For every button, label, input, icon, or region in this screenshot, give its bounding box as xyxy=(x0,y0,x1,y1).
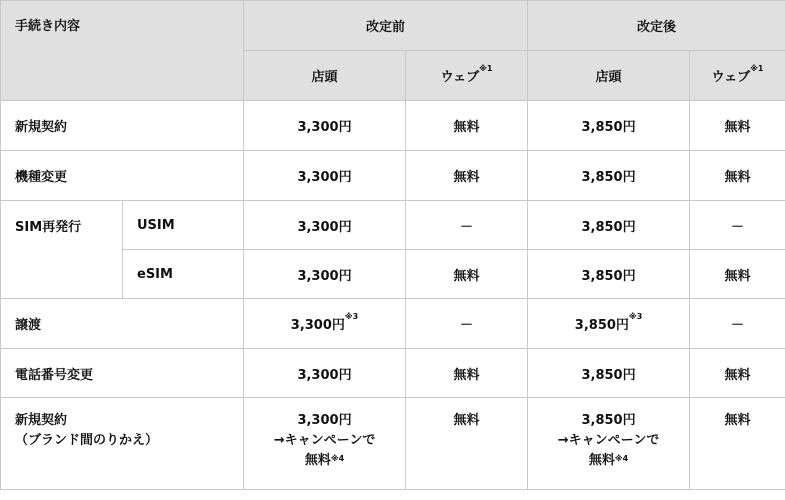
after-web-fee: － xyxy=(690,201,785,250)
row-sublabel: eSIM xyxy=(123,250,244,299)
web-label: ウェブ xyxy=(711,70,751,85)
fee-value: 3,300円 xyxy=(290,318,345,333)
table-row xyxy=(1,349,785,398)
table-row xyxy=(1,201,785,250)
before-web-fee: 無料 xyxy=(406,151,528,201)
footnote-marker: ※3 xyxy=(628,312,643,321)
after-web-fee: 無料 xyxy=(690,151,785,201)
free-label: 無料 xyxy=(588,453,615,468)
after-web-fee: 無料 xyxy=(690,250,785,299)
before-web-fee: － xyxy=(406,201,528,250)
footnote-marker: ※4 xyxy=(330,454,345,463)
row-sublabel: USIM xyxy=(123,201,244,250)
header-after-store: 店頭 xyxy=(528,51,690,101)
before-web-fee: 無料 xyxy=(406,349,528,398)
after-web-fee: － xyxy=(690,299,785,349)
after-web-fee: 無料 xyxy=(690,101,785,151)
footnote-marker: ※1 xyxy=(750,64,764,73)
header-before: 改定前 xyxy=(244,1,528,51)
before-web-fee: 無料 xyxy=(406,398,528,490)
row-label: 譲渡 xyxy=(1,299,244,349)
before-store-fee: 3,300円 xyxy=(244,250,406,299)
campaign-text: →キャンペーンで xyxy=(557,433,660,448)
header-before-store: 店頭 xyxy=(244,51,406,101)
footnote-marker: ※1 xyxy=(479,64,493,73)
campaign-text: →キャンペーンで xyxy=(273,433,376,448)
after-store-fee: 3,850円 xyxy=(528,349,690,398)
after-web-fee: 無料 xyxy=(690,398,785,490)
before-store-fee: 3,300円 xyxy=(244,349,406,398)
table-row xyxy=(1,151,785,201)
header-after: 改定後 xyxy=(528,1,785,51)
row-label: 機種変更 xyxy=(1,151,244,201)
fee-value: 3,850円 xyxy=(581,413,636,428)
before-store-fee: 3,300円 xyxy=(244,151,406,201)
before-store-fee xyxy=(244,398,406,490)
after-store-fee: 3,850円 xyxy=(528,101,690,151)
after-store-fee xyxy=(528,299,690,349)
row-label: SIM再発行 xyxy=(1,201,123,299)
before-web-fee: 無料 xyxy=(406,101,528,151)
header-procedure: 手続き内容 xyxy=(1,1,244,101)
web-label: ウェブ xyxy=(440,70,480,85)
row-label: 新規契約 xyxy=(1,101,244,151)
after-store-fee: 3,850円 xyxy=(528,250,690,299)
fee-value: 3,850円 xyxy=(574,318,629,333)
before-store-fee: 3,300円 xyxy=(244,201,406,250)
before-store-fee: 3,300円 xyxy=(244,101,406,151)
fee-value: 3,300円 xyxy=(297,413,352,428)
campaign-free xyxy=(528,451,689,471)
header-before-web xyxy=(406,51,528,101)
campaign-free xyxy=(244,451,405,471)
footnote-marker: ※3 xyxy=(344,312,359,321)
after-store-fee: 3,850円 xyxy=(528,151,690,201)
footnote-marker: ※4 xyxy=(614,454,629,463)
row-label-line-2: （ブランド間のりかえ） xyxy=(15,433,159,448)
after-store-fee xyxy=(528,398,690,490)
free-label: 無料 xyxy=(304,453,331,468)
header-after-web xyxy=(690,51,785,101)
table-row xyxy=(1,398,785,490)
table-row xyxy=(1,101,785,151)
header-row-1 xyxy=(1,1,785,51)
table-row xyxy=(1,299,785,349)
before-web-fee: － xyxy=(406,299,528,349)
row-label: 電話番号変更 xyxy=(1,349,244,398)
after-store-fee: 3,850円 xyxy=(528,201,690,250)
row-label xyxy=(1,398,244,490)
before-store-fee xyxy=(244,299,406,349)
before-web-fee: 無料 xyxy=(406,250,528,299)
after-web-fee: 無料 xyxy=(690,349,785,398)
row-label-line-1: 新規契約 xyxy=(15,413,68,428)
